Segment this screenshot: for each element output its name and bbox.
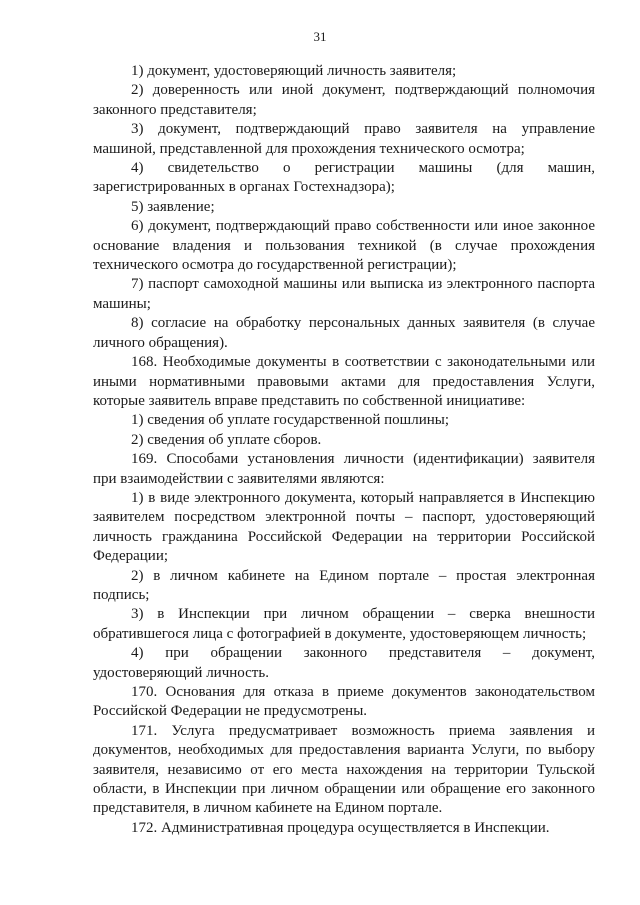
paragraph: 6) документ, подтверждающий право собственности или иное законное основание владения и пользования техникой (в случае прохождения технического осмотра до государственной регистрации); — [93, 218, 595, 274]
paragraph: 7) паспорт самоходной машины или выписка из электронного паспорта машины; — [93, 276, 595, 312]
paragraph: 1) сведения об уплате государственной пошлины; — [131, 412, 449, 429]
paragraph: 4) при обращении законного представителя – документ, удостоверяющий личность. — [93, 645, 595, 681]
page-number: 31 — [313, 29, 327, 44]
paragraph: 4) свидетельство о регистрации машины (для машин, зарегистрированных в органах Гостехнадзора); — [93, 160, 595, 196]
paragraph: 168. Необходимые документы в соответствии с законодательными или иными нормативными правовыми актами для предоставления Услуги, которые заявитель вправе представить по собственной инициативе: — [93, 354, 595, 409]
paragraph: 8) согласие на обработку персональных данных заявителя (в случае личного обращения). — [93, 315, 595, 351]
paragraph: 172. Административная процедура осуществляется в Инспекции. — [131, 819, 550, 836]
paragraph: 3) в Инспекции при личном обращении – сверка внешности обратившегося лица с фотографией в документе, удостоверяющем личность; — [93, 606, 595, 642]
document-body — [93, 62, 595, 838]
paragraph: 1) документ, удостоверяющий личность заявителя; — [131, 63, 457, 79]
paragraph: 3) документ, подтверждающий право заявителя на управление машиной, представленной для прохождения технического осмотра; — [93, 121, 595, 157]
paragraph: 169. Способами установления личности (идентификации) заявителя при взаимодействии с заявителями являются: — [93, 451, 595, 487]
paragraph: 5) заявление; — [131, 198, 215, 215]
paragraph: 170. Основания для отказа в приеме документов законодательством Российской Федерации не предусмотрены. — [93, 684, 595, 720]
paragraph: 171. Услуга предусматривает возможность приема заявления и документов, необходимых для предоставления варианта Услуги, по выбору заявителя, независимо от его места нахождения на территории Тульской области, в Инспекции при личном обращении или обращение его законного представителя, в личном кабинете на Едином портале. — [93, 722, 595, 817]
paragraph: 2) доверенность или иной документ, подтверждающий полномочия законного представителя; — [93, 82, 595, 118]
paragraph: 2) в личном кабинете на Едином портале – простая электронная подпись; — [93, 567, 595, 603]
paragraph: 1) в виде электронного документа, который направляется в Инспекцию заявителем посредством электронной почты – паспорт, удостоверяющий личность гражданина Российской Федерации на территории Российской Федерации; — [93, 489, 595, 565]
paragraph: 2) сведения об уплате сборов. — [131, 431, 322, 448]
